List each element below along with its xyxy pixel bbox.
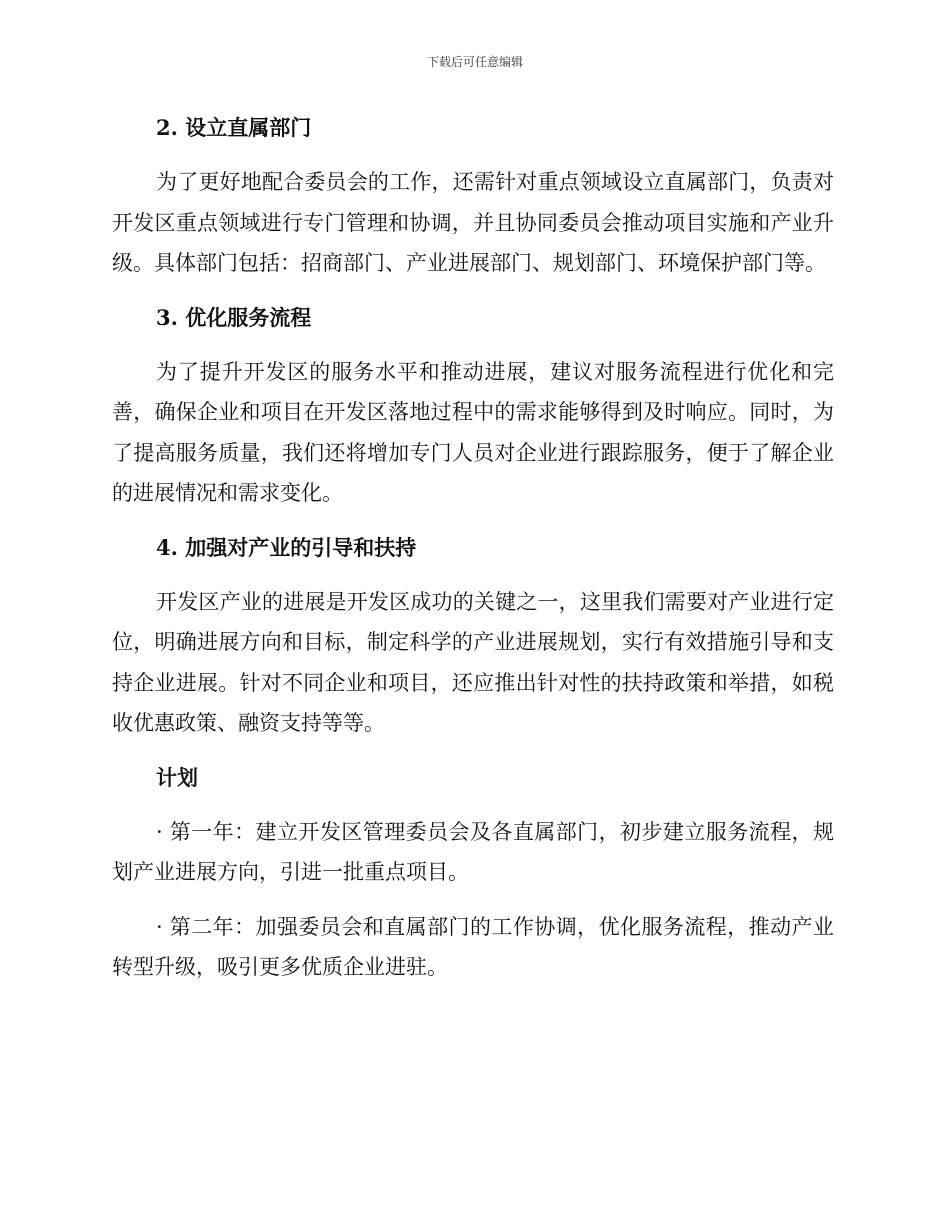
section-heading-service-flow: 3. 优化服务流程 [156, 304, 312, 330]
plan-item-year-one: · 第一年：建立开发区管理委员会及各直属部门，初步建立服务流程，规划产业进展方向，引进一批重点项目。 [112, 819, 834, 884]
plan-item-year-two: · 第二年：加强委员会和直属部门的工作协调，优化服务流程，推动产业转型升级，吸引更多优质企业进驻。 [112, 914, 834, 979]
document-body [112, 108, 834, 988]
page-header: 下载后可任意编辑 [426, 55, 523, 69]
section-heading-industry-support: 4. 加强对产业的引导和扶持 [156, 534, 417, 560]
section-paragraph-service-flow: 为了提升开发区的服务水平和推动进展，建议对服务流程进行优化和完善，确保企业和项目在开发区落地过程中的需求能够得到及时响应。同时，为了提高服务质量，我们还将增加专门人员对企业进行跟踪服务，便于了解企业的进展情况和需求变化。 [112, 359, 834, 505]
section-paragraph-industry-support: 开发区产业的进展是开发区成功的关键之一，这里我们需要对产业进行定位，明确进展方向和目标，制定科学的产业进展规划，实行有效措施引导和支持企业进展。针对不同企业和项目，还应推出针对性的扶持政策和举措，如税收优惠政策、融资支持等等。 [112, 589, 834, 735]
section-heading-departments: 2. 设立直属部门 [156, 115, 312, 140]
plan-heading: 计划 [156, 764, 198, 790]
section-paragraph-departments: 为了更好地配合委员会的工作，还需针对重点领域设立直属部门，负责对开发区重点领域进行专门管理和协调，并且协同委员会推动项目实施和产业升级。具体部门包括：招商部门、产业进展部门、规划部门、环境保护部门等。 [112, 170, 834, 275]
